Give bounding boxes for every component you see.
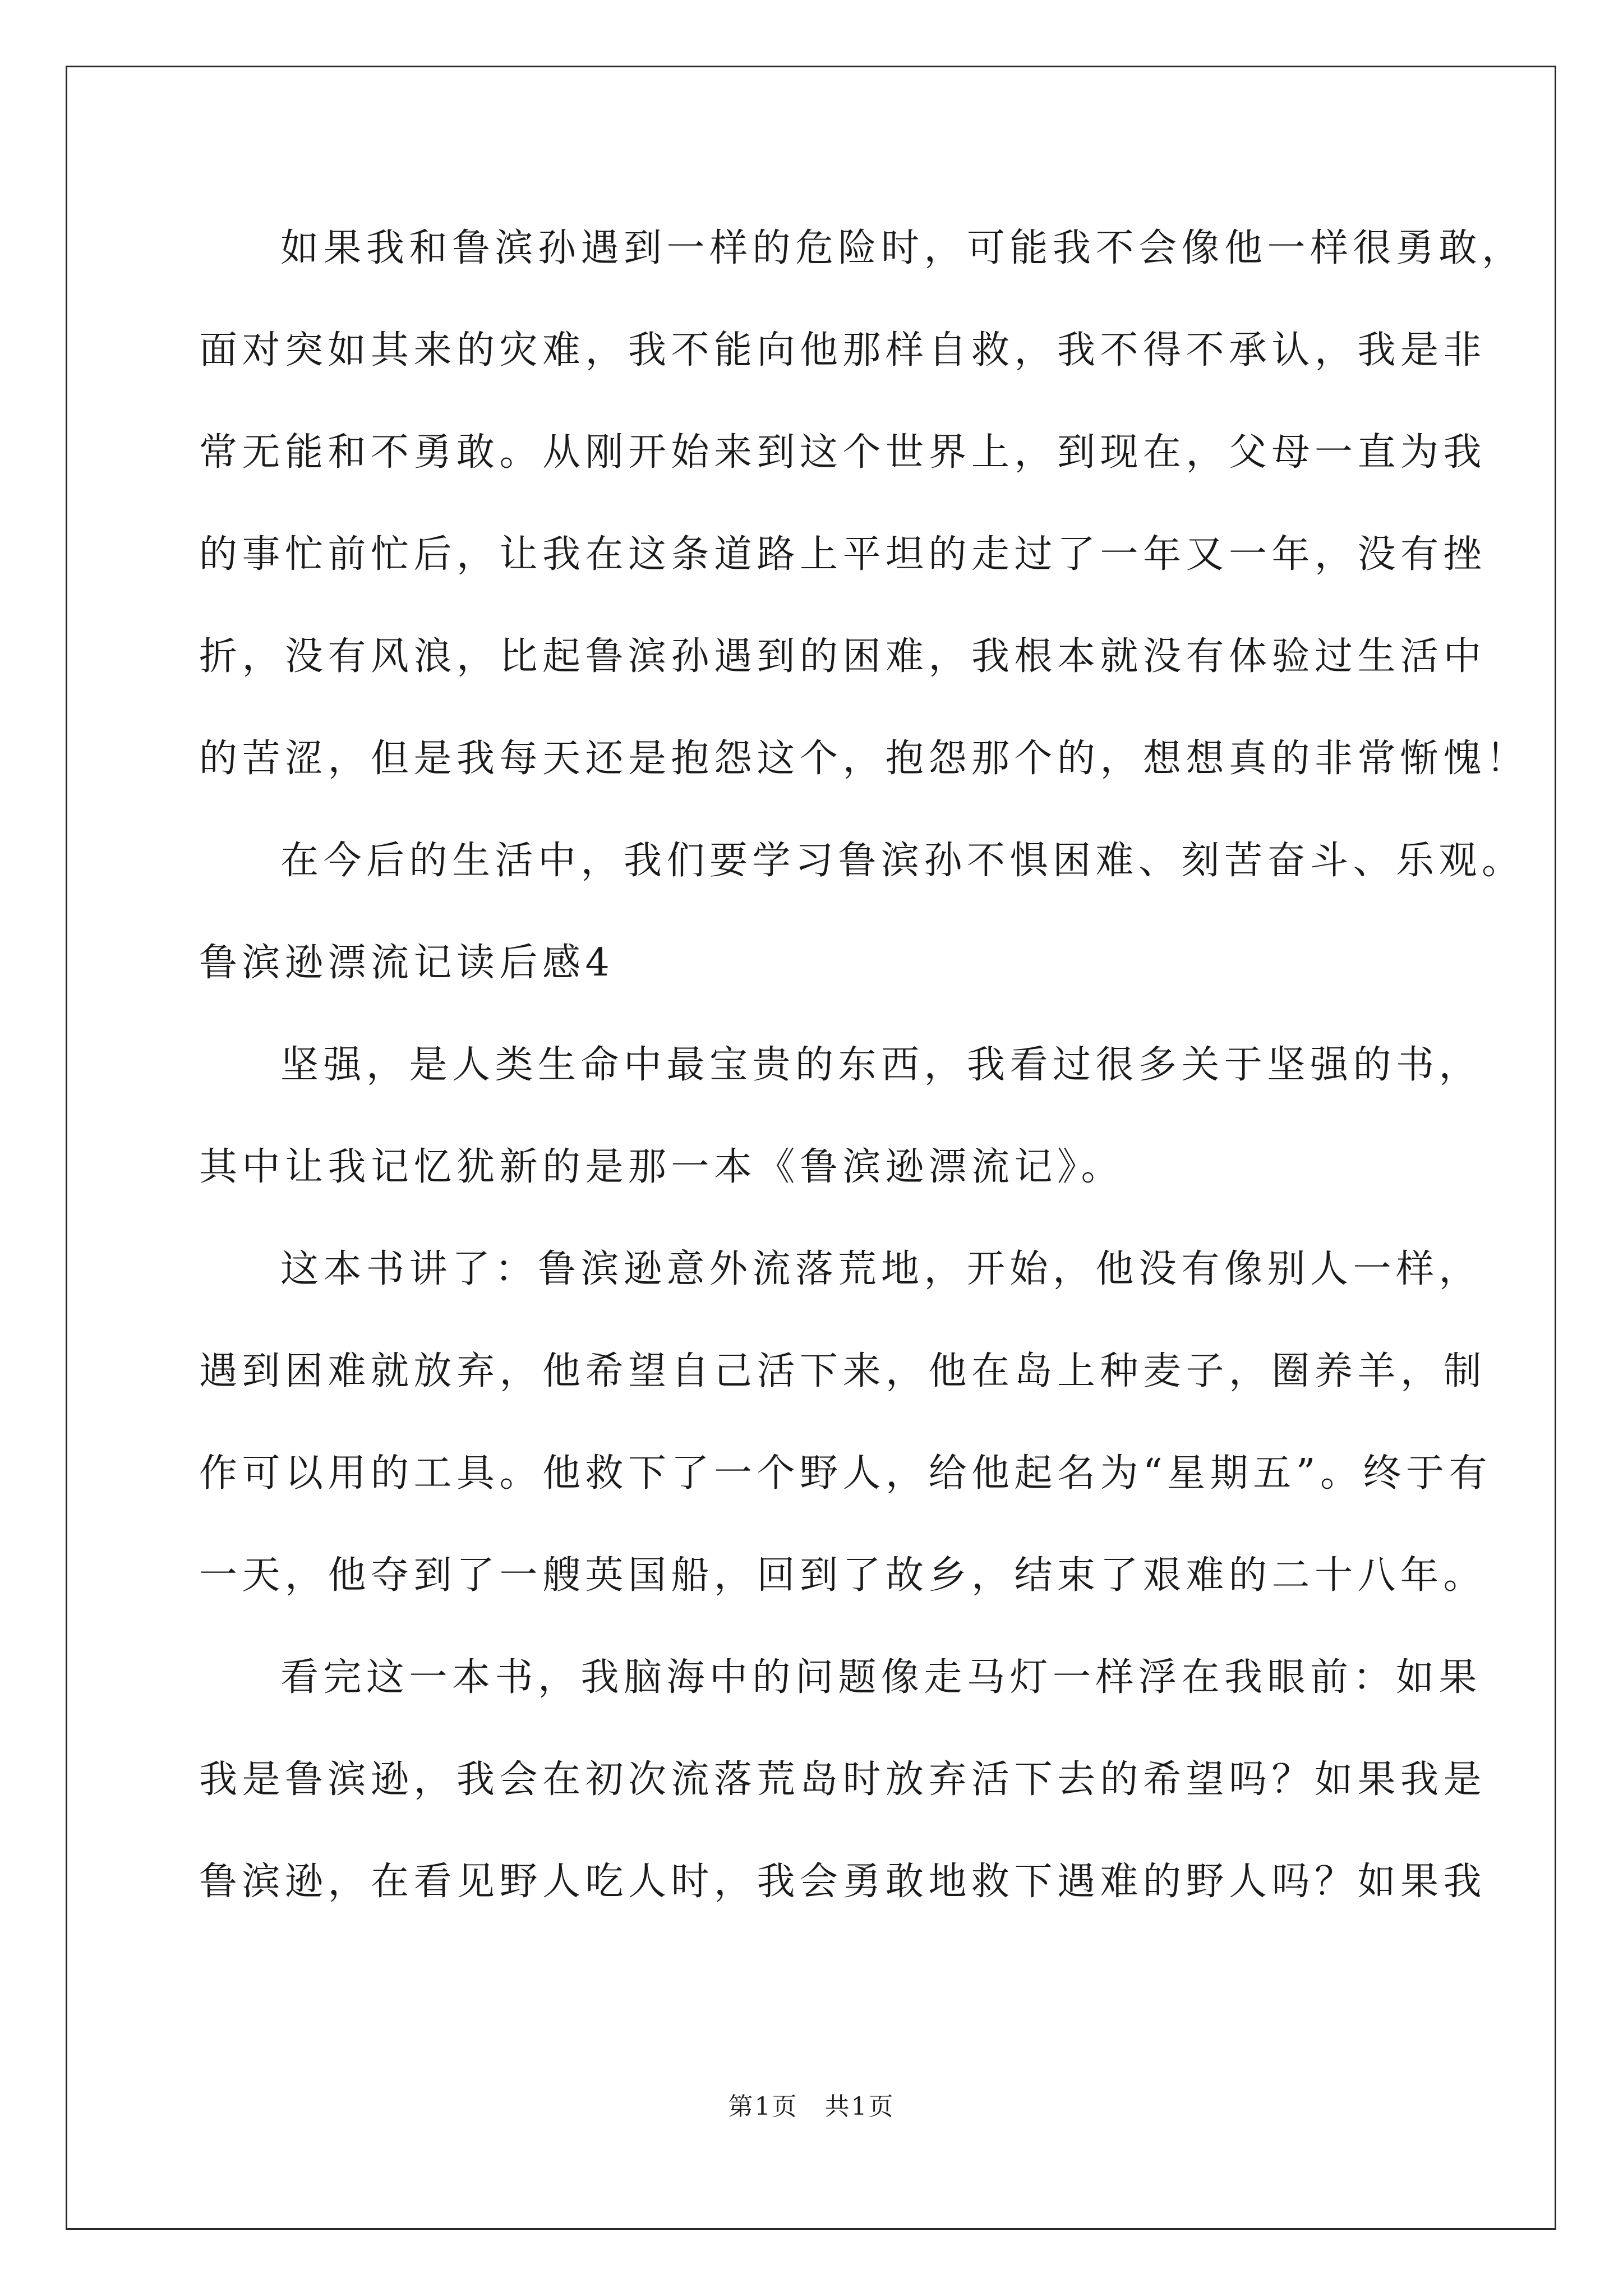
text-line: 如果我和鲁滨孙遇到一样的危险时，可能我不会像他一样很勇敢， <box>280 226 1525 270</box>
text-line: 折，没有风浪，比起鲁滨孙遇到的困难，我根本就没有体验过生活中 <box>199 634 1487 679</box>
text-line: 常无能和不勇敢。从刚开始来到这个世界上，到现在，父母一直为我 <box>199 430 1487 475</box>
text-line: 作可以用的工具。他救下了一个野人，给他起名为“星期五”。终于有 <box>199 1451 1492 1496</box>
text-line: 这本书讲了：鲁滨逊意外流落荒地，开始，他没有像别人一样， <box>280 1247 1482 1291</box>
text-line: 的苦涩，但是我每天还是抱怨这个，抱怨那个的，想想真的非常惭愧！ <box>199 737 1529 781</box>
text-line: 在今后的生活中，我们要学习鲁滨孙不惧困难、刻苦奋斗、乐观。 <box>280 839 1525 883</box>
text-line: 坚强，是人类生命中最宝贵的东西，我看过很多关于坚强的书， <box>280 1043 1482 1087</box>
page-footer: 第1页 共1页 <box>728 2092 895 2121</box>
section-title: 鲁滨逊漂流记读后感4 <box>199 941 615 985</box>
text-line: 鲁滨逊，在看见野人吃人时，我会勇敢地救下遇难的野人吗？如果我 <box>199 1860 1487 1904</box>
text-line: 其中让我记忆犹新的是那一本《鲁滨逊漂流记》。 <box>199 1145 1124 1189</box>
text-line: 的事忙前忙后，让我在这条道路上平坦的走过了一年又一年，没有挫 <box>199 532 1487 577</box>
text-line: 看完这一本书，我脑海中的问题像走马灯一样浮在我眼前：如果 <box>280 1655 1482 1700</box>
text-line: 面对突如其来的灾难，我不能向他那样自救，我不得不承认，我是非 <box>199 328 1487 372</box>
text-line: 遇到困难就放弃，他希望自己活下来，他在岛上种麦子，圈养羊，制 <box>199 1349 1487 1393</box>
text-line: 我是鲁滨逊，我会在初次流落荒岛时放弃活下去的希望吗？如果我是 <box>199 1757 1487 1802</box>
text-line: 一天，他夺到了一艘英国船，回到了故乡，结束了艰难的二十八年。 <box>199 1553 1487 1598</box>
